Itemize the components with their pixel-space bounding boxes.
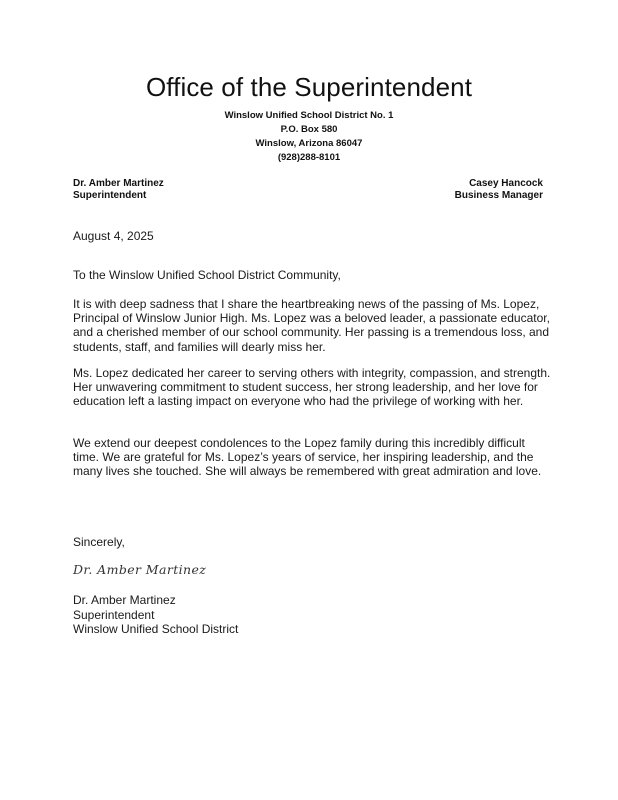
district-name: Winslow Unified School District No. 1 <box>224 110 394 121</box>
header-right-role: Business Manager <box>454 190 543 201</box>
header-left-role: Superintendent <box>73 190 147 201</box>
paragraph-1: It is with deep sadness that I share the heartbreaking news of the passing of Ms. Lopez, Principal of Winslow Junior High. Ms. Lopez was a beloved leader, a passionate educator, and a cherished member of our school community. Her passing is a tremendous loss, and students, staff, and families will dearly miss her. <box>73 297 550 354</box>
letter-date: August 4, 2025 <box>73 229 154 243</box>
signoff-title: Superintendent <box>73 608 155 622</box>
paragraph-3: We extend our deepest condolences to the Lopez family during this incredibly difficult time. We are grateful for Ms. Lopez’s years of service, her inspiring leadership, and the many lives she touched. She will always be remembered with great admiration and love. <box>73 436 542 479</box>
po-box: P.O. Box 580 <box>280 124 338 135</box>
closing: Sincerely, <box>73 535 125 549</box>
salutation: To the Winslow Unified School District Community, <box>73 268 341 282</box>
paragraph-2: Ms. Lopez dedicated her career to serving others with integrity, compassion, and strength. Her unwavering commitment to student success, her strong leadership, and her love for education left a lasting impact on everyone who had the privilege of working with her. <box>73 366 551 409</box>
header-right-name: Casey Hancock <box>469 178 543 189</box>
page-title: Office of the Superintendent <box>145 72 473 102</box>
signoff-name: Dr. Amber Martinez <box>73 593 176 607</box>
signature: Dr. Amber Martinez <box>73 562 207 577</box>
city-line: Winslow, Arizona 86047 <box>255 138 363 149</box>
signoff-org: Winslow Unified School District <box>73 622 239 636</box>
header-left-name: Dr. Amber Martinez <box>73 178 164 189</box>
phone-number: (928)288-8101 <box>277 152 341 163</box>
